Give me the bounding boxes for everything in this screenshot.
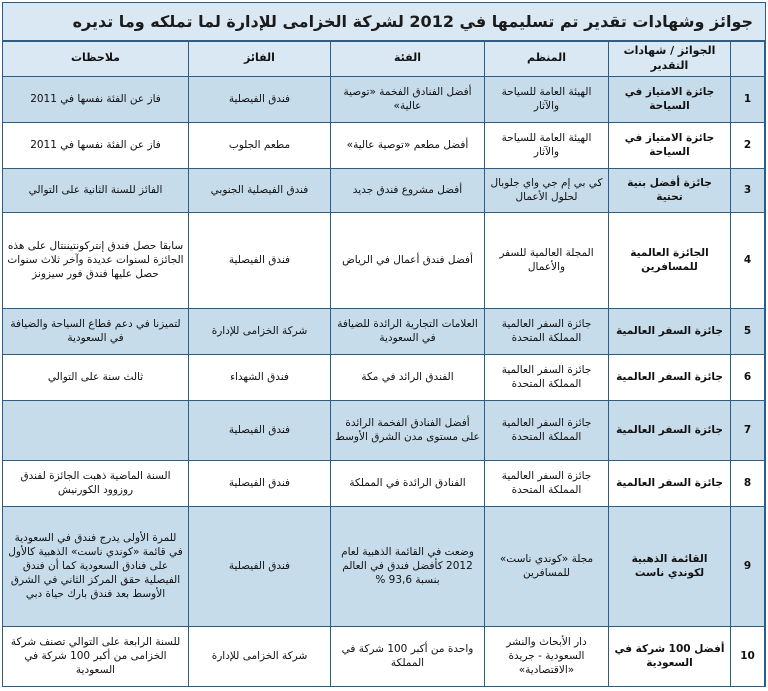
header-winner: الفائز [189,42,331,77]
award-cell: جائزة السفر العالمية [609,354,731,400]
notes-cell: لتميزنا في دعم قطاع السياحة والضيافة في السعودية [3,308,189,354]
notes-cell [3,400,189,460]
organizer-cell: دار الأبحاث والنشر السعودية - جريدة «الاقتصادية» [485,626,609,686]
row-number: 6 [731,354,765,400]
table-row [3,76,765,122]
notes-cell: السنة الماضية ذهبت الجائزة لفندق روزوود الكورنيش [3,460,189,506]
table-row [3,308,765,354]
organizer-cell: المجلة العالمية للسفر والأعمال [485,212,609,308]
award-cell: جائزة الامتياز في السياحة [609,122,731,168]
category-cell: وضعت في القائمة الذهبية لعام 2012 كأفضل فندق في العالم بنسبة 93,6 % [331,506,485,626]
category-cell: أفضل الفنادق الفخمة «توصية عالية» [331,76,485,122]
award-cell: جائزة الامتياز في السياحة [609,76,731,122]
winner-cell: مطعم الجلوب [189,122,331,168]
row-number: 3 [731,168,765,212]
notes-cell: فاز عن الفئة نفسها في 2011 [3,76,189,122]
award-cell: جائزة السفر العالمية [609,308,731,354]
table-row [3,212,765,308]
organizer-cell: مجلة «كوندي ناست» للمسافرين [485,506,609,626]
row-number: 8 [731,460,765,506]
winner-cell: شركة الخزامى للإدارة [189,308,331,354]
organizer-cell: جائزة السفر العالمية المملكة المتحدة [485,354,609,400]
winner-cell: فندق الفيصلية [189,212,331,308]
header-number [731,42,765,77]
awards-table [2,41,765,687]
award-cell: أفضل 100 شركة في السعودية [609,626,731,686]
organizer-cell: جائزة السفر العالمية المملكة المتحدة [485,460,609,506]
notes-cell: ثالث سنة على التوالي [3,354,189,400]
table-row [3,168,765,212]
notes-cell: فاز عن الفئة نفسها في 2011 [3,122,189,168]
award-cell: جائزة أفضل بنية تحتية [609,168,731,212]
table-row [3,354,765,400]
header-award: الجوائز / شهادات التقدير [609,42,731,77]
header-row [3,42,765,77]
category-cell: أفضل فندق أعمال في الرياض [331,212,485,308]
row-number: 10 [731,626,765,686]
category-cell: الفندق الرائد في مكة [331,354,485,400]
header-notes: ملاحظات [3,42,189,77]
winner-cell: شركة الخزامى للإدارة [189,626,331,686]
header-organizer: المنظم [485,42,609,77]
table-row [3,400,765,460]
category-cell: العلامات التجارية الرائدة للضيافة في السعودية [331,308,485,354]
header-category: الفئة [331,42,485,77]
category-cell: أفضل مطعم «توصية عالية» [331,122,485,168]
award-cell: القائمة الذهبية لكوندي ناست [609,506,731,626]
organizer-cell: الهيئة العامة للسياحة والآثار [485,76,609,122]
award-cell: جائزة السفر العالمية [609,400,731,460]
award-cell: جائزة السفر العالمية [609,460,731,506]
category-cell: واحدة من أكبر 100 شركة في المملكة [331,626,485,686]
category-cell: أفضل مشروع فندق جديد [331,168,485,212]
organizer-cell: الهيئة العامة للسياحة والآثار [485,122,609,168]
table-row [3,626,765,686]
table-row [3,122,765,168]
winner-cell: فندق الفيصلية [189,400,331,460]
row-number: 7 [731,400,765,460]
notes-cell: سابقا حصل فندق إنتركونتيننتال على هذه الجائزة لسنوات عديدة وآخر ثلاث سنوات حصل عليها فندق فور سيزونز [3,212,189,308]
table-row [3,506,765,626]
notes-cell: الفائز للسنة الثانية على التوالي [3,168,189,212]
row-number: 5 [731,308,765,354]
table-title: جوائز وشهادات تقدير تم تسليمها في 2012 لشركة الخزامى للإدارة لما تملكه وما تديره [3,3,765,41]
category-cell: الفنادق الرائدة في المملكة [331,460,485,506]
row-number: 9 [731,506,765,626]
notes-cell: للمرة الأولى يدرج فندق في السعودية في قائمة «كوندي ناست» الذهبية كالأول على فنادق السعودية كما أن فندق الفيصلية حقق المركز الثاني في الشرق الأوسط بعد فندق بارك حياة دبي [3,506,189,626]
row-number: 4 [731,212,765,308]
category-cell: أفضل الفنادق الفخمة الرائدة على مستوى مدن الشرق الأوسط [331,400,485,460]
organizer-cell: جائزة السفر العالمية المملكة المتحدة [485,400,609,460]
winner-cell: فندق الفيصلية [189,506,331,626]
winner-cell: فندق الفيصلية الجنوبي [189,168,331,212]
awards-table-panel [2,2,766,687]
winner-cell: فندق الفيصلية [189,460,331,506]
notes-cell: للسنة الرابعة على التوالي تصنف شركة الخزامى من أكبر 100 شركة في السعودية [3,626,189,686]
award-cell: الجائزة العالمية للمسافرين [609,212,731,308]
organizer-cell: كي بي إم جي واي جلوبال لحلول الأعمال [485,168,609,212]
organizer-cell: جائزة السفر العالمية المملكة المتحدة [485,308,609,354]
winner-cell: فندق الفيصلية [189,76,331,122]
winner-cell: فندق الشهداء [189,354,331,400]
row-number: 2 [731,122,765,168]
table-row [3,460,765,506]
row-number: 1 [731,76,765,122]
